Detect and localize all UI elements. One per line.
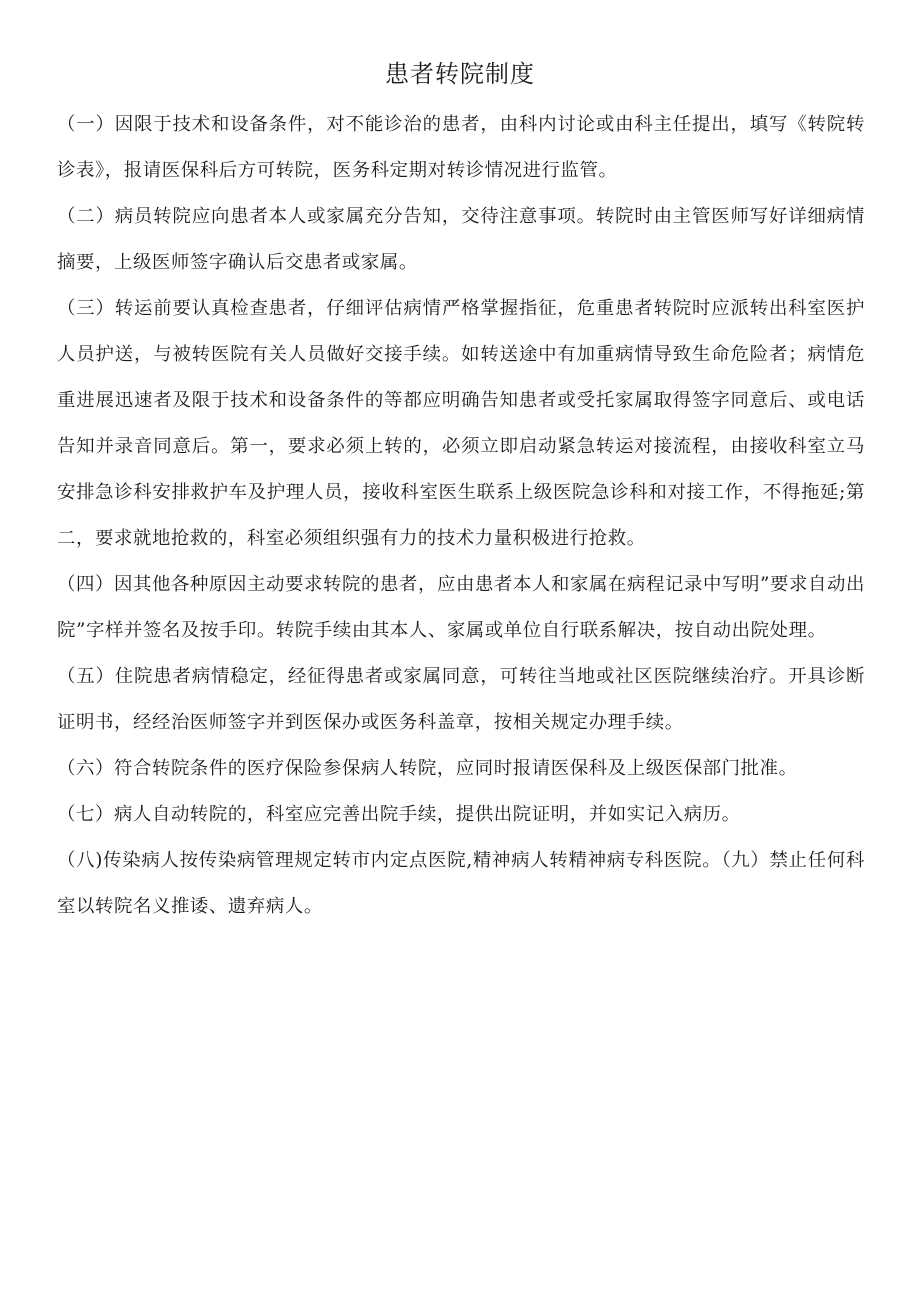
paragraph-1: （一）因限于技术和设备条件，对不能诊治的患者，由科内讨论或由科主任提出，填写《转院转诊表》，报请医保科后方可转院，医务科定期对转诊情况进行监管。 (57, 114, 865, 181)
paragraph-8: （八)传染病人按传染病管理规定转市内定点医院,精神病人转精神病专科医院。（九）禁止任何科室以转院名义推诿、遗弃病人。 (57, 850, 865, 917)
page-title: 患者转院制度 (385, 60, 535, 88)
paragraph-2: （二）病员转院应向患者本人或家属充分告知，交待注意事项。转院时由主管医师写好详细病情摘要，上级医师签字确认后交患者或家属。 (57, 206, 865, 273)
paragraph-7: （七）病人自动转院的，科室应完善出院手续，提供出院证明，并如实记入病历。 (57, 804, 741, 825)
paragraph-3: （三）转运前要认真检查患者，仔细评估病情严格掌握指征，危重患者转院时应派转出科室医护人员护送，与被转医院有关人员做好交接手续。如转送途中有加重病情导致生命危险者；病情危重进展迅速者及限于技术和设备条件的等都应明确告知患者或受托家属取得签字同意后、或电话告知并录音同意后。第一，要求必须上转的，必须立即启动紧急转运对接流程，由接收科室立马安排急诊科安排救护车及护理人员，接收科室医生联系上级医院急诊科和对接工作，不得拖延;第二，要求就地抢救的，科室必须组织强有力的技术力量积极进行抢救。 (57, 298, 865, 549)
document-body (57, 102, 865, 930)
paragraph-6: （六）符合转院条件的医疗保险参保病人转院，应同时报请医保科及上级医保部门批准。 (57, 758, 798, 779)
paragraph-4: （四）因其他各种原因主动要求转院的患者，应由患者本人和家属在病程记录中写明”要求自动出院”字样并签名及按手印。转院手续由其本人、家属或单位自行联系解决，按自动出院处理。 (57, 574, 865, 641)
paragraph-5: （五）住院患者病情稳定，经征得患者或家属同意，可转往当地或社区医院继续治疗。开具诊断证明书，经经治医师签字并到医保办或医务科盖章，按相关规定办理手续。 (57, 666, 865, 733)
